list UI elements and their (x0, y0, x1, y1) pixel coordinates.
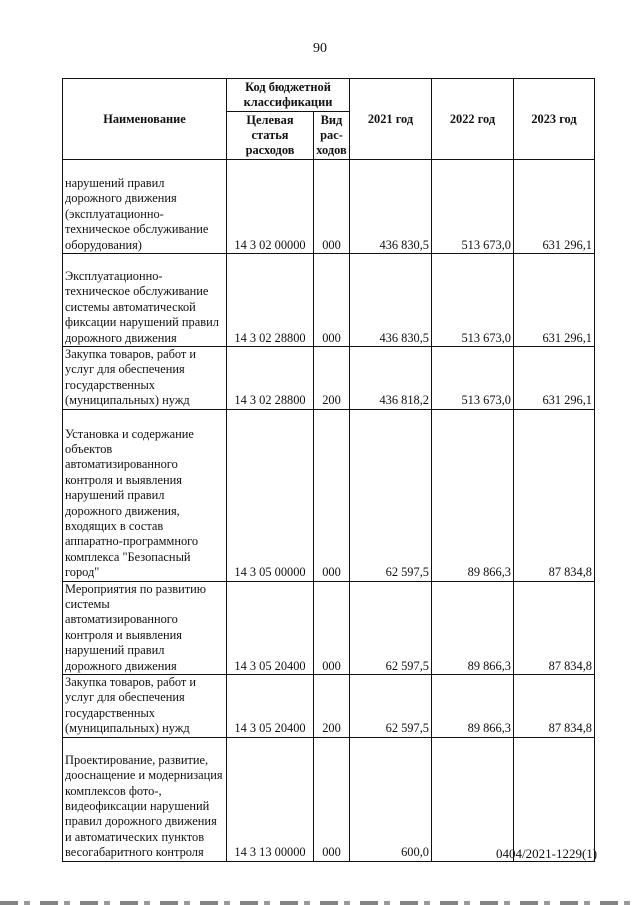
row-expense-kind: 000 (314, 409, 350, 581)
row-name: Установка и содержание объектов автоматизированного контроля и выявления нарушений правил дорожного движения, входящих в состав аппаратно-программного комплекса "Безопасный город" (63, 409, 227, 581)
row-target-article: 14 3 05 00000 (227, 409, 314, 581)
row-value-2022: 89 866,3 (432, 675, 514, 738)
row-target-article: 14 3 02 28800 (227, 254, 314, 347)
row-value-2022: 513 673,0 (432, 347, 514, 410)
row-value-2021: 62 597,5 (350, 409, 432, 581)
row-expense-kind: 200 (314, 675, 350, 738)
scan-edge-strip (0, 901, 640, 905)
header-2021: 2021 год (350, 79, 432, 160)
page-number: 90 (313, 41, 327, 56)
row-target-article: 14 3 05 20400 (227, 581, 314, 674)
header-2023: 2023 год (514, 79, 595, 160)
row-value-2023: 87 834,8 (514, 581, 595, 674)
row-name: нарушений правил дорожного движения (эксплуатационно-техническое обслуживание оборудования) (63, 160, 227, 254)
table-row (63, 581, 595, 674)
header-target-article: Целевая статья расходов (227, 112, 314, 160)
row-target-article: 14 3 05 20400 (227, 675, 314, 738)
row-value-2023: 87 834,8 (514, 675, 595, 738)
row-expense-kind: 000 (314, 581, 350, 674)
row-value-2022: 513 673,0 (432, 254, 514, 347)
header-code-group: Код бюджетной классификации (227, 79, 350, 112)
header-name: Наименование (63, 79, 227, 160)
row-expense-kind: 000 (314, 737, 350, 861)
row-name: Проектирование, развитие, дооснащение и модернизация комплексов фото-, видеофиксации нарушений правил дорожного движения и автоматических пунктов весогабаритного контроля (63, 737, 227, 861)
row-target-article: 14 3 02 00000 (227, 160, 314, 254)
row-name: Эксплуатационно-техническое обслуживание системы автоматической фиксации нарушений правил дорожного движения (63, 254, 227, 347)
row-value-2023: 631 296,1 (514, 160, 595, 254)
row-value-2023 (514, 737, 595, 861)
table-row (63, 675, 595, 738)
row-expense-kind: 200 (314, 347, 350, 410)
row-value-2023: 631 296,1 (514, 347, 595, 410)
row-expense-kind: 000 (314, 160, 350, 254)
row-name: Закупка товаров, работ и услуг для обеспечения государственных (муниципальных) нужд (63, 675, 227, 738)
header-2022: 2022 год (432, 79, 514, 160)
row-name: Мероприятия по развитию системы автоматизированного контроля и выявления нарушений правил дорожного движения (63, 581, 227, 674)
table-row (63, 737, 595, 861)
row-value-2021: 62 597,5 (350, 581, 432, 674)
row-value-2021: 436 830,5 (350, 254, 432, 347)
row-expense-kind: 000 (314, 254, 350, 347)
document-code: 0404/2021-1229(1) (496, 846, 598, 861)
row-value-2021: 436 818,2 (350, 347, 432, 410)
row-value-2022: 89 866,3 (432, 581, 514, 674)
row-value-2022 (432, 737, 514, 861)
table-row (63, 160, 595, 254)
budget-table (62, 78, 598, 862)
table-row (63, 254, 595, 347)
row-value-2023: 87 834,8 (514, 409, 595, 581)
row-value-2022: 89 866,3 (432, 409, 514, 581)
row-value-2021: 436 830,5 (350, 160, 432, 254)
row-value-2021: 62 597,5 (350, 675, 432, 738)
row-target-article: 14 3 02 28800 (227, 347, 314, 410)
row-value-2021: 600,0 (350, 737, 432, 861)
row-value-2023: 631 296,1 (514, 254, 595, 347)
table-row (63, 409, 595, 581)
row-name: Закупка товаров, работ и услуг для обеспечения государственных (муниципальных) нужд (63, 347, 227, 410)
row-target-article: 14 3 13 00000 (227, 737, 314, 861)
header-expense-kind: Вид рас-ходов (314, 112, 350, 160)
table-row (63, 347, 595, 410)
row-value-2022: 513 673,0 (432, 160, 514, 254)
